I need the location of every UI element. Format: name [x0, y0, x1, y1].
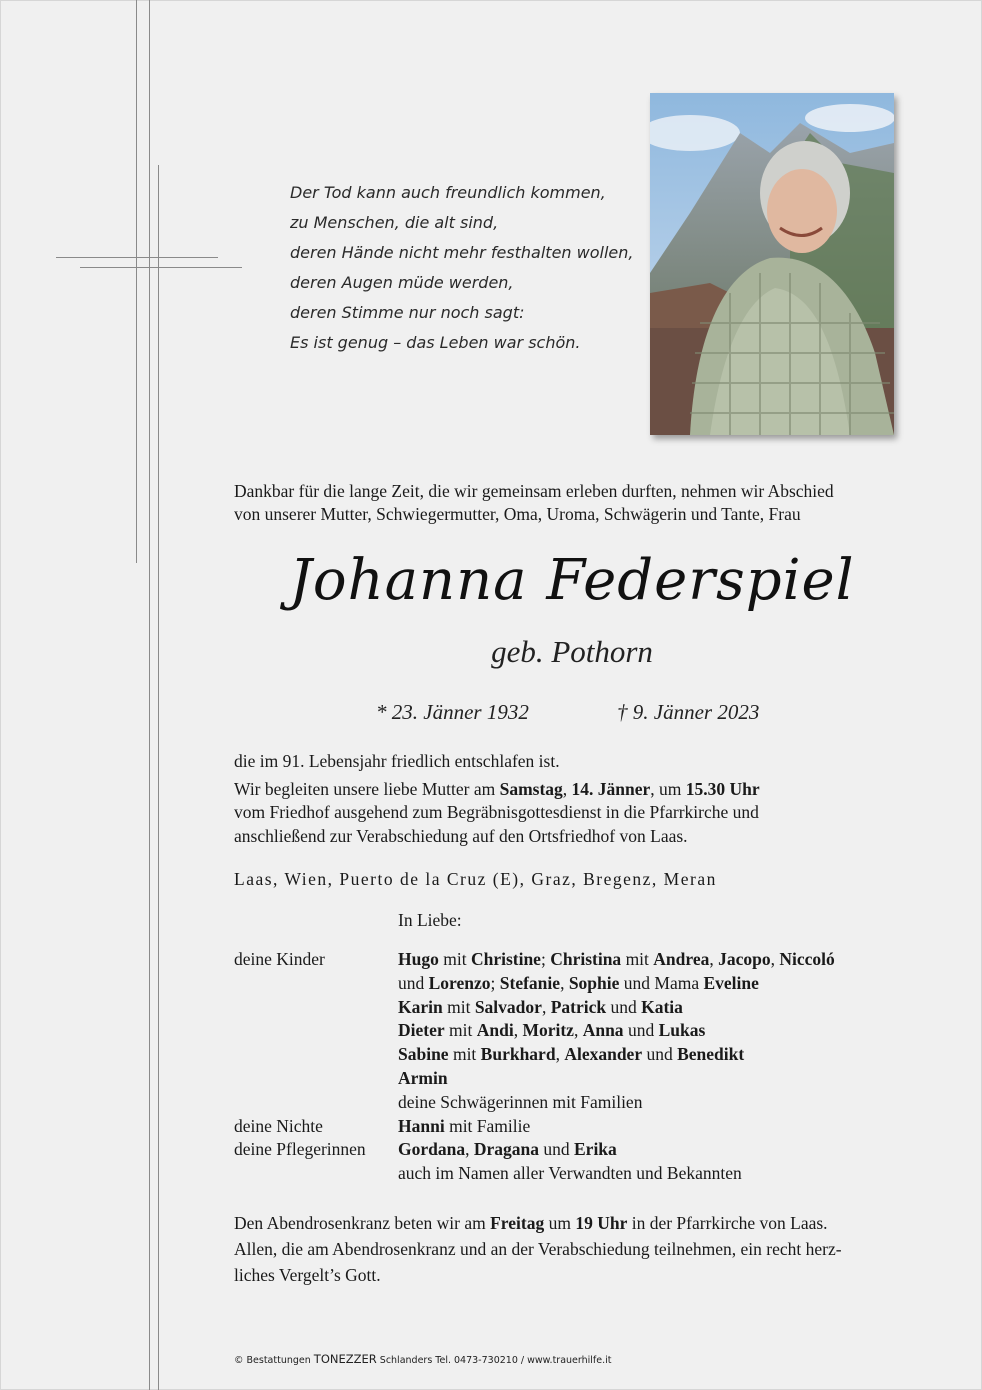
poem-line: deren Augen müde werden, [290, 273, 514, 292]
poem-line: zu Menschen, die alt sind, [290, 213, 499, 232]
deceased-name: Johanna Federspiel [289, 548, 855, 613]
family-row [234, 1067, 835, 1091]
text-segment: , [555, 1044, 565, 1065]
funeral-line: vom Friedhof ausgehend zum Begräbnisgottesdienst in die Pfarrkirche und [234, 802, 759, 822]
member-name: Anna [582, 1020, 624, 1041]
text-segment: , [560, 972, 569, 993]
text-segment: und [539, 1139, 574, 1160]
text-segment: ; [490, 972, 500, 993]
text-segment: mit [442, 996, 475, 1017]
text-segment: und [398, 972, 429, 993]
closing-text [234, 1210, 842, 1288]
text-segment: mit Familie [444, 1115, 531, 1136]
family-row [234, 996, 835, 1020]
text-segment: und [623, 1020, 659, 1041]
cross-horizontal-line [56, 257, 218, 258]
relation-label: deine Pflegerinnen [234, 1139, 366, 1160]
member-name: Benedikt [677, 1044, 745, 1065]
member-name: Karin [398, 996, 443, 1017]
members [398, 1138, 617, 1162]
text-segment: und [642, 1044, 678, 1065]
text-segment: ; [540, 949, 551, 969]
relation-label [234, 1067, 398, 1091]
members [398, 972, 759, 996]
relation-label [234, 1043, 398, 1067]
places-list: Laas, Wien, Puerto de la Cruz (E), Graz, Bregenz, Meran [234, 869, 717, 889]
poem-line: Der Tod kann auch freundlich kommen, [290, 183, 606, 202]
relation-label [234, 996, 398, 1020]
family-row [234, 1091, 835, 1115]
funeral-line: anschließend zur Verabschiedung auf den Ortsfriedhof von Laas. [234, 825, 688, 846]
text-segment: , [562, 778, 572, 799]
footer-credit [234, 1352, 612, 1366]
member-name: Stefanie [499, 972, 561, 993]
member-name: Hanni [398, 1115, 445, 1136]
family-list [234, 948, 835, 1186]
relation-label: deine Nichte [234, 1115, 323, 1136]
birth-name: geb. Pothorn [491, 634, 653, 669]
relation-label [234, 1019, 398, 1043]
funeral-time: 15.30 Uhr [685, 778, 760, 799]
members [398, 996, 683, 1020]
member-name: Jacopo [718, 949, 771, 969]
members: deine Schwägerinnen mit Familien [398, 1091, 643, 1112]
member-name: Dragana [473, 1139, 539, 1160]
text-segment: , [573, 1020, 583, 1041]
members [398, 1067, 448, 1091]
member-name: Niccoló [779, 949, 835, 969]
member-name: Erika [574, 1139, 617, 1160]
intro-text [234, 480, 834, 526]
funeral-details [234, 750, 760, 848]
poem [290, 178, 633, 358]
member-name: Lukas [658, 1020, 706, 1041]
portrait-photo [650, 93, 894, 435]
text-segment: Schlanders Tel. 0473-730210 / www.trauerhilfe.it [376, 1355, 612, 1366]
member-name: Lorenzo [428, 972, 491, 993]
family-row [234, 1115, 835, 1139]
text-segment: und [606, 996, 642, 1017]
text-segment: Wir begleiten unsere liebe Mutter am [234, 778, 500, 799]
family-row [234, 1043, 835, 1067]
text-segment: , [465, 1139, 474, 1160]
members [398, 1019, 705, 1043]
death-date: † 9. Jänner 2023 [617, 700, 760, 724]
cross-vertical-line [158, 165, 159, 1390]
cross-vertical-line [149, 0, 150, 1390]
rosary-line [234, 1210, 842, 1236]
relation-label [234, 1162, 398, 1186]
intro-line: von unserer Mutter, Schwiegermutter, Oma, Uroma, Schwägerin und Tante, Frau [234, 504, 801, 524]
thanks-line: Allen, die am Abendrosenkranz und an der Verabschiedung teilnehmen, ein recht herz- [234, 1239, 842, 1259]
text-segment: Den Abendrosenkranz beten wir am [234, 1213, 491, 1233]
member-name: Andrea [653, 949, 710, 969]
member-name: Dieter [398, 1020, 445, 1041]
member-name: Eveline [703, 972, 759, 993]
member-name: Alexander [564, 1044, 643, 1065]
family-row [234, 972, 835, 996]
family-row [234, 1019, 835, 1043]
member-name: Andi [476, 1020, 514, 1041]
relation-label: deine Kinder [234, 949, 325, 969]
poem-line: Es ist genug – das Leben war schön. [290, 333, 581, 352]
member-name: Sabine [398, 1044, 449, 1065]
text-segment: mit [438, 949, 471, 969]
members [398, 1043, 744, 1067]
relation-label [234, 1091, 398, 1115]
member-name: Christine [470, 949, 541, 969]
rosary-day: Freitag [490, 1213, 545, 1233]
poem-line: deren Hände nicht mehr festhalten wollen, [290, 243, 634, 262]
member-name: Armin [398, 1067, 448, 1088]
text-segment: mit [444, 1020, 477, 1041]
portrait-image [650, 93, 894, 435]
relation-label [234, 972, 398, 996]
text-segment: , um [650, 778, 686, 799]
text-segment: , [709, 949, 719, 969]
member-name: Patrick [550, 996, 607, 1017]
poem-line: deren Stimme nur noch sagt: [290, 303, 525, 322]
member-name: Burkhard [480, 1044, 556, 1065]
text-segment: um [544, 1213, 576, 1233]
text-segment: , [770, 949, 780, 969]
cross-horizontal-line [80, 267, 242, 268]
text-segment: mit [448, 1044, 481, 1065]
family-row [234, 1162, 835, 1186]
family-row [234, 948, 835, 972]
member-name: Hugo [398, 949, 439, 969]
funeral-date: 14. Jänner [571, 778, 651, 799]
in-liebe-heading: In Liebe: [398, 910, 462, 930]
members [398, 1115, 530, 1139]
member-name: Christina [550, 949, 622, 969]
member-name: Salvador [474, 996, 542, 1017]
funeral-day: Samstag [499, 778, 563, 799]
member-name: Moritz [522, 1020, 574, 1041]
birth-date: * 23. Jänner 1932 [376, 700, 529, 724]
age-line: die im 91. Lebensjahr friedlich entschlafen ist. [234, 751, 560, 771]
text-segment: © Bestattungen [234, 1355, 314, 1366]
family-row [234, 1138, 835, 1162]
member-name: Katia [641, 996, 683, 1017]
brand-name: TONEZZER [313, 1352, 377, 1366]
funeral-line [234, 778, 760, 802]
intro-line: Dankbar für die lange Zeit, die wir gemeinsam erleben durften, nehmen wir Abschied [234, 481, 834, 501]
member-name: Sophie [568, 972, 620, 993]
cross-vertical-line [136, 0, 137, 563]
text-segment: in der Pfarrkirche von Laas. [627, 1213, 828, 1233]
rosary-time: 19 Uhr [575, 1213, 628, 1233]
text-segment: mit [621, 949, 654, 969]
members: auch im Namen aller Verwandten und Bekannten [398, 1163, 742, 1184]
text-segment: , [513, 1020, 523, 1041]
text-segment: und Mama [619, 972, 704, 993]
member-name: Gordana [398, 1139, 466, 1160]
thanks-line: liches Vergelt’s Gott. [234, 1265, 381, 1285]
members [398, 948, 835, 972]
text-segment: , [541, 996, 551, 1017]
